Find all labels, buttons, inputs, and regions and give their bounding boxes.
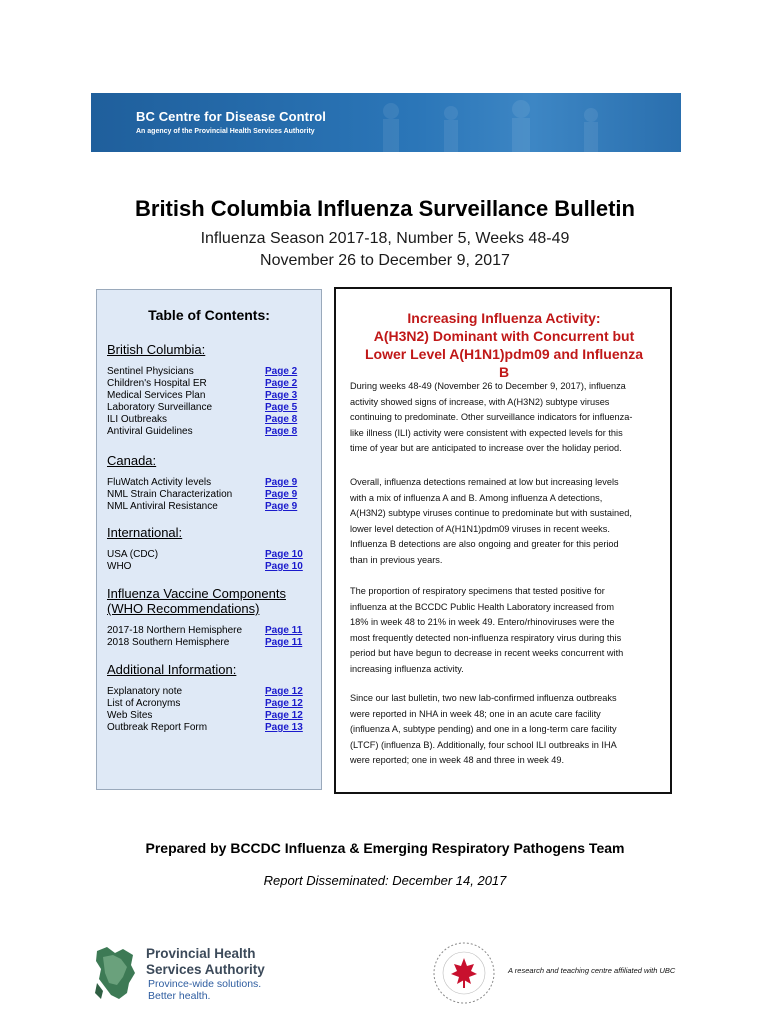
toc-heading-line2: (WHO Recommendations) [107, 601, 260, 616]
news-headline-line: Increasing Influenza Activity: [407, 310, 601, 326]
toc-page-link[interactable]: Page 3 [265, 390, 298, 401]
text-line: Since our last bulletin, two new lab-confirmed influenza outbreaks [350, 693, 617, 703]
text-line: time of year but are anticipated to increase over the holiday period. [350, 443, 622, 453]
toc-item [107, 378, 307, 390]
toc-title: Table of Contents: [148, 307, 270, 323]
toc-item [107, 710, 307, 722]
text-line: like illness (ILI) activity were consistent with expected levels for this [350, 427, 623, 438]
toc-item-label: List of Acronyms [107, 698, 181, 709]
toc-page-link[interactable]: Page 12 [265, 698, 303, 709]
text-line: (LTCF) (influenza B). Additionally, four school ILI outbreaks in IHA [350, 739, 617, 750]
text-line: than in previous years. [350, 554, 443, 565]
text-line: most frequently detected non-influenza respiratory virus during this [350, 632, 622, 643]
prepared-by: Prepared by BCCDC Influenza & Emerging Respiratory Pathogens Team [145, 840, 625, 856]
toc-heading: Canada: [107, 453, 157, 468]
toc-page-link[interactable]: Page 12 [265, 686, 303, 697]
text-line: (influenza A, subtype pending) and one in a long-term care facility [350, 724, 617, 734]
toc-item [107, 561, 307, 573]
toc-heading: British Columbia: [107, 342, 206, 357]
news-headline-line: A(H3N2) Dominant with Concurrent but [373, 328, 635, 344]
toc-item-label: NML Strain Characterization [107, 489, 233, 500]
toc-page-link[interactable]: Page 5 [265, 402, 298, 413]
text-line: lower level detection of A(H1N1)pdm09 viruses in recent weeks. [350, 523, 610, 534]
text-line: with a mix of influenza A and B. Among influenza A detections, [350, 492, 603, 503]
toc-item [107, 698, 307, 710]
text-line: A(H3N2) subtype viruses continue to predominate but with sustained, [350, 508, 632, 518]
toc-item [107, 426, 307, 438]
toc-item-label: 2018 Southern Hemisphere [107, 637, 230, 648]
toc-page-link[interactable]: Page 8 [265, 414, 298, 425]
toc-page-link[interactable]: Page 2 [265, 366, 298, 377]
toc-section-international [107, 525, 307, 573]
toc-item-label: Antiviral Guidelines [107, 426, 193, 437]
accreditation-seal-icon [431, 940, 497, 1006]
toc-item [107, 477, 307, 489]
phsa-tagline-line2: Better health. [148, 990, 211, 1002]
bccdc-banner [91, 93, 681, 152]
toc-heading: Influenza Vaccine Components [107, 586, 286, 601]
toc-item-label: ILI Outbreaks [107, 414, 168, 425]
news-paragraph [350, 379, 662, 457]
text-line: increasing influenza activity. [350, 663, 464, 674]
news-headline-line: Lower Level A(H1N1)pdm09 and Influenza [365, 346, 643, 362]
toc-item-label: Outbreak Report Form [107, 722, 208, 733]
toc-item-label: WHO [107, 561, 132, 572]
toc-item [107, 402, 307, 414]
toc-item-label: USA (CDC) [107, 549, 159, 560]
toc-item-label: Laboratory Surveillance [107, 402, 213, 413]
phsa-name-line2: Services Authority [146, 962, 265, 977]
text-line: continuing to predominate. Other surveillance indicators for influenza- [350, 412, 633, 422]
text-line: The proportion of respiratory specimens that tested positive for [350, 586, 605, 596]
text-line: 18% in week 48 to 21% in week 49. Entero/rhinoviruses were the [350, 617, 615, 627]
toc-item-label: FluWatch Activity levels [107, 477, 212, 488]
toc-item-label: Children's Hospital ER [107, 378, 207, 389]
toc-item [107, 549, 307, 561]
phsa-name-line1: Provincial Health [146, 946, 256, 961]
text-line: During weeks 48-49 (November 26 to December 9, 2017), influenza [350, 381, 626, 391]
table-of-contents [96, 289, 322, 790]
toc-page-link[interactable]: Page 9 [265, 477, 298, 488]
toc-section-additional-information [107, 662, 307, 734]
news-highlights-box [334, 287, 672, 794]
page-title: British Columbia Influenza Surveillance Bulletin [135, 196, 635, 221]
toc-heading: International: [107, 525, 183, 540]
toc-page-link[interactable]: Page 8 [265, 426, 298, 437]
toc-item [107, 414, 307, 426]
toc-item-label: Medical Services Plan [107, 390, 206, 401]
dissemination-date: Report Disseminated: December 14, 2017 [263, 873, 507, 888]
bc-map-logo-icon [93, 943, 138, 1003]
toc-item-label: Sentinel Physicians [107, 366, 194, 377]
org-name: BC Centre for Disease Control [136, 109, 326, 124]
text-line: period but have begun to decrease in recent weeks concurrent with [350, 648, 624, 658]
phsa-tagline-line1: Province-wide solutions. [148, 978, 262, 990]
toc-item-label: NML Antiviral Resistance [107, 501, 218, 512]
news-headline [348, 309, 660, 381]
news-headline-line: B [498, 364, 510, 380]
toc-page-link[interactable]: Page 12 [265, 710, 303, 721]
text-line: were reported; one in week 48 and three in week 49. [350, 755, 564, 765]
org-tagline: An agency of the Provincial Health Services Authority [136, 128, 315, 135]
toc-page-link[interactable]: Page 11 [265, 637, 303, 648]
toc-item [107, 501, 307, 513]
toc-page-link[interactable]: Page 9 [265, 501, 298, 512]
ubc-affiliation: A research and teaching centre affiliated with UBC [508, 966, 676, 975]
toc-page-link[interactable]: Page 11 [265, 625, 303, 636]
text-line: influenza at the BCCDC Public Health Laboratory increased from [350, 601, 615, 612]
text-line: activity showed signs of increase, with A(H3N2) subtype viruses [350, 396, 610, 407]
toc-page-link[interactable]: Page 13 [265, 722, 303, 733]
date-range-subtitle: November 26 to December 9, 2017 [260, 252, 510, 269]
toc-heading: Additional Information: [107, 662, 237, 677]
toc-item-label: Explanatory note [107, 686, 183, 697]
text-line: were reported in NHA in week 48; one in an acute care facility [350, 708, 601, 719]
toc-section-vaccine-components [107, 586, 307, 649]
toc-section-canada [107, 453, 307, 513]
toc-item-label: 2017-18 Northern Hemisphere [107, 625, 243, 636]
news-paragraph [350, 475, 662, 568]
toc-page-link[interactable]: Page 10 [265, 549, 303, 560]
text-line: Influenza B detections are also ongoing and greater for this period [350, 539, 619, 549]
toc-item [107, 625, 307, 637]
toc-page-link[interactable]: Page 2 [265, 378, 298, 389]
toc-page-link[interactable]: Page 9 [265, 489, 298, 500]
toc-item [107, 722, 307, 734]
toc-item [107, 637, 307, 649]
toc-item [107, 366, 307, 378]
text-line: Overall, influenza detections remained at low but increasing levels [350, 477, 619, 487]
toc-item [107, 390, 307, 402]
toc-item [107, 686, 307, 698]
season-subtitle: Influenza Season 2017-18, Number 5, Weeks 48-49 [200, 230, 570, 247]
toc-section-british-columbia [107, 342, 307, 438]
toc-page-link[interactable]: Page 10 [265, 561, 303, 572]
news-paragraph [350, 691, 662, 769]
toc-item-label: Web Sites [107, 710, 153, 721]
toc-item [107, 489, 307, 501]
news-paragraph [350, 584, 662, 677]
